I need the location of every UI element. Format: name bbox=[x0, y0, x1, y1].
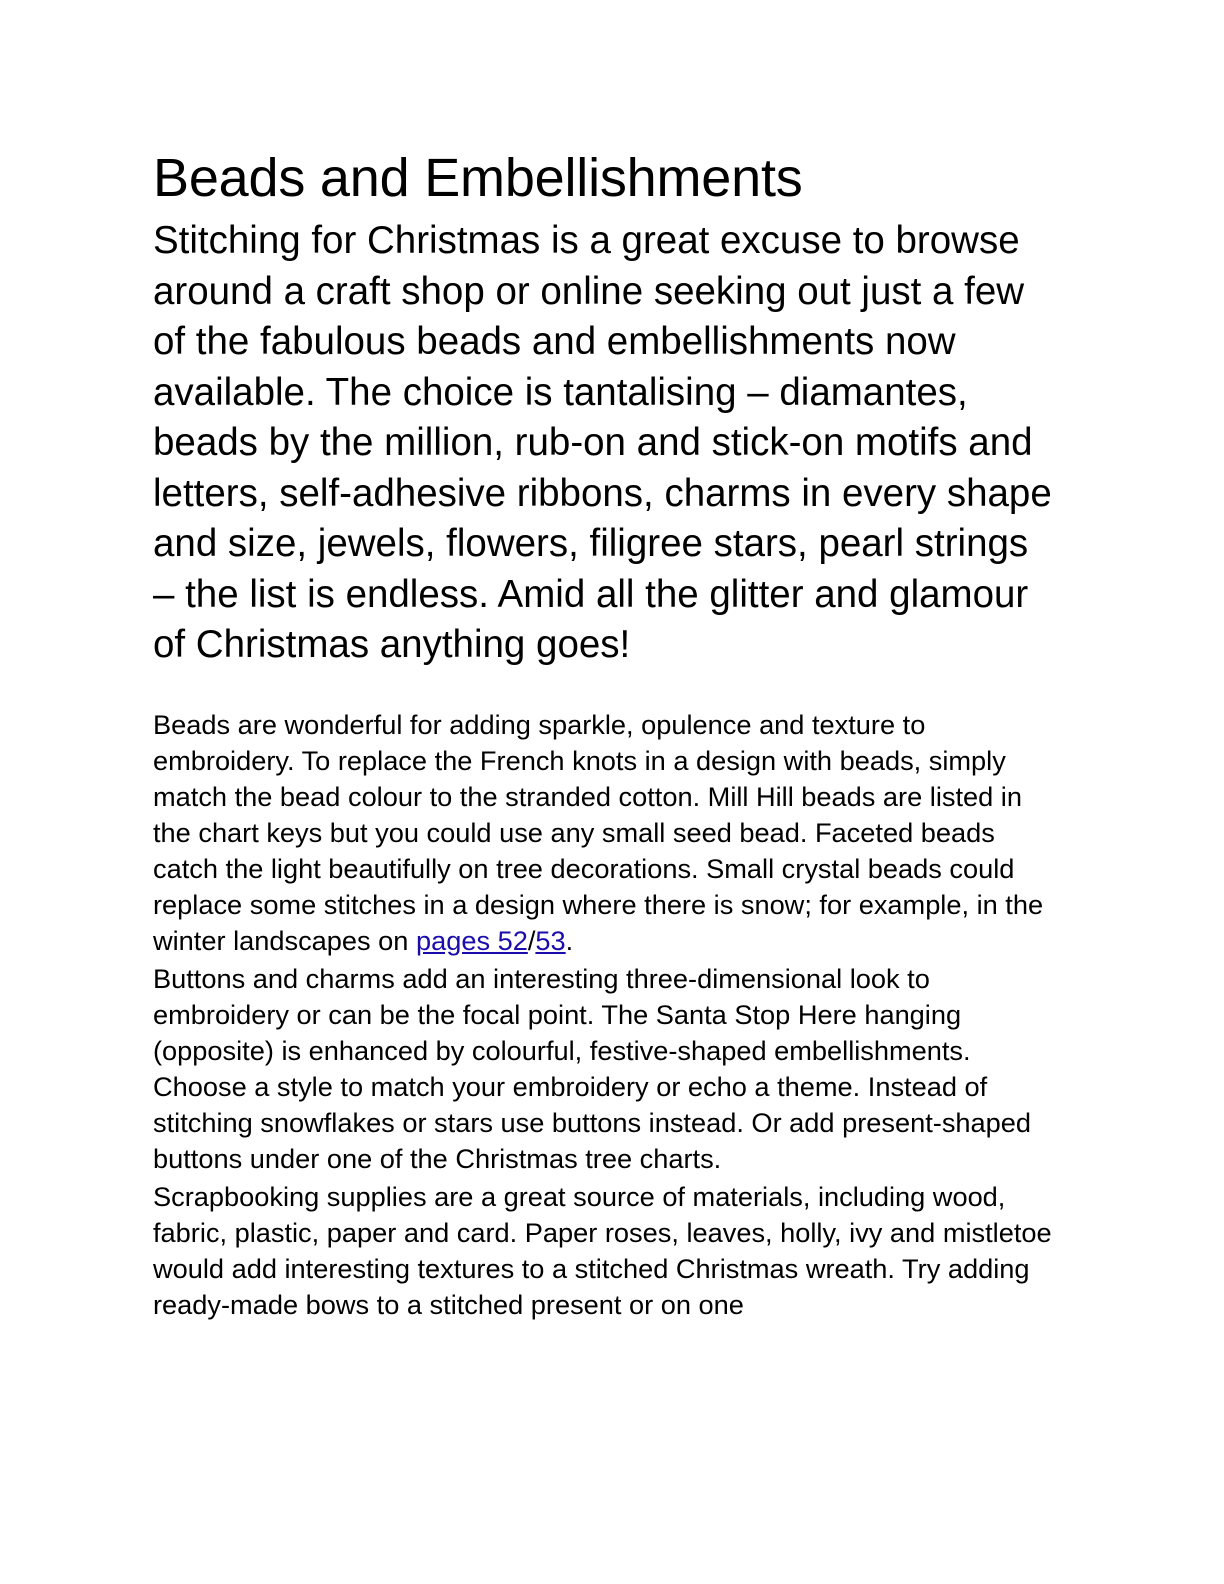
paragraph-buttons: Buttons and charms add an interesting three-dimensional look to embroidery or can be the focal point. The Santa Stop Here hanging (opposite) is enhanced by colourful, festive-shaped embellishments. Choose a style to match your embroidery or echo a theme. Instead of stitching snowflakes or stars use buttons instead. Or add present-shaped buttons under one of the Christmas tree charts. bbox=[153, 962, 1032, 1174]
page-title: Beads and Embellishments bbox=[153, 148, 803, 208]
paragraph-scrapbooking: Scrapbooking supplies are a great source of materials, including wood, fabric, plastic, paper and card. Paper roses, leaves, holly, ivy and mistletoe would add interesting textures to a stitched Christmas wreath. Try adding ready-made bows to a stitched present or on one bbox=[153, 1180, 1052, 1320]
intro-paragraph: Stitching for Christmas is a great excuse to browse around a craft shop or online seeking out just a few of the fabulous beads and embellishments now available. The choice is tantalising – diamantes, beads by the million, rub-on and stick-on motifs and letters, self-adhesive ribbons, charms in every shape and size, jewels, flowers, filigree stars, pearl strings – the list is endless. Amid all the glitter and glamour of Christmas anything goes! bbox=[153, 219, 1052, 666]
document-page bbox=[153, 140, 1073, 1325]
paragraph-beads-end: . bbox=[565, 924, 574, 956]
page-53-link[interactable]: 53 bbox=[535, 924, 566, 956]
paragraph-beads-text: Beads are wonderful for adding sparkle, opulence and texture to embroidery. To replace the French knots in a design with beads, simply match the bead colour to the stranded cotton. Mill Hill beads are listed in the chart keys but you could use any small seed bead. Faceted beads catch the light beautifully on tree decorations. Small crystal beads could replace some stitches in a design where there is snow; for example, in the winter landscapes on bbox=[153, 708, 1044, 956]
link-separator: / bbox=[527, 924, 536, 956]
body-text bbox=[153, 707, 1058, 1323]
pages-52-link[interactable]: pages 52 bbox=[415, 924, 528, 956]
paragraph-beads bbox=[153, 707, 1058, 959]
